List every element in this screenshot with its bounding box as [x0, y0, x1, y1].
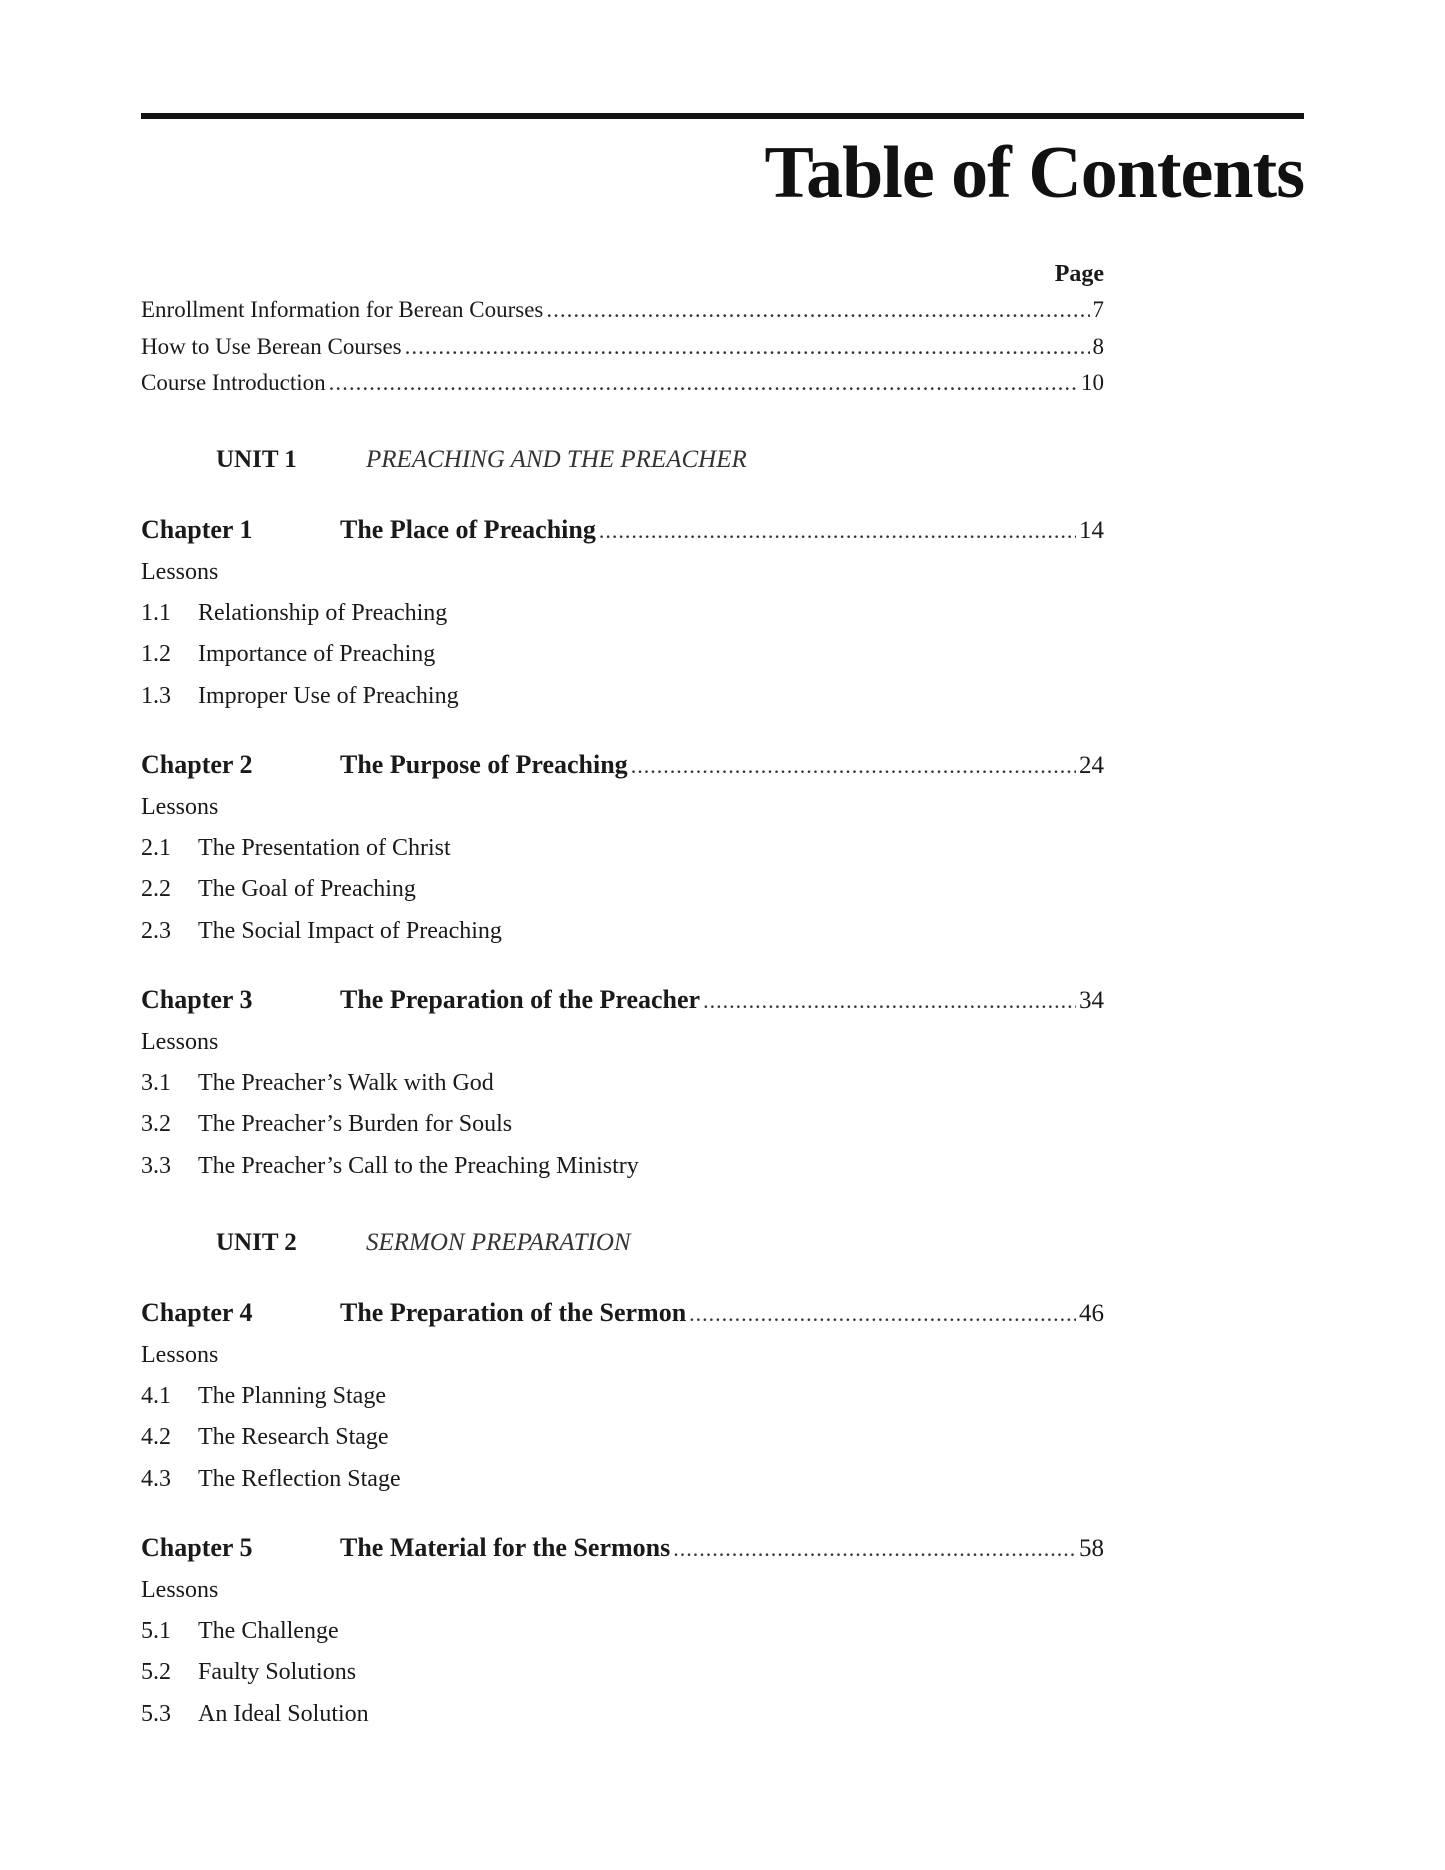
lesson-number: 3.3 — [141, 1153, 171, 1179]
toc-entry-page: 8 — [1092, 334, 1104, 359]
lesson-entry — [141, 1151, 639, 1181]
chapter-label: Chapter 1 — [141, 515, 253, 544]
chapter-title: The Purpose of Preaching — [340, 750, 628, 779]
lesson-entry — [141, 833, 451, 863]
chapter-entry[interactable] — [141, 750, 1104, 781]
lesson-number: 3.1 — [141, 1070, 171, 1096]
dot-leader — [329, 368, 1078, 398]
lesson-title: The Challenge — [198, 1618, 339, 1644]
chapter-entry[interactable] — [141, 515, 1104, 546]
lesson-title: The Preacher’s Burden for Souls — [198, 1111, 513, 1137]
chapter-label: Chapter 3 — [141, 985, 253, 1014]
lesson-entry — [141, 1068, 494, 1098]
dot-leader — [703, 986, 1076, 1016]
unit-name: PREACHING AND THE PREACHER — [366, 446, 747, 473]
unit-heading — [216, 1227, 631, 1259]
dot-leader — [673, 1534, 1076, 1564]
lesson-number: 5.2 — [141, 1659, 171, 1685]
chapter-page: 46 — [1079, 1300, 1104, 1327]
unit-label: UNIT 1 — [216, 446, 297, 473]
toc-entry-label: How to Use Berean Courses — [141, 334, 402, 359]
lesson-title: The Preacher’s Walk with God — [198, 1070, 494, 1096]
lesson-number: 2.1 — [141, 835, 171, 861]
chapter-entry[interactable] — [141, 1533, 1104, 1564]
lessons-label: Lessons — [141, 1342, 219, 1368]
chapter-label: Chapter 2 — [141, 750, 253, 779]
lesson-entry — [141, 1381, 386, 1411]
toc-entry[interactable] — [141, 368, 1104, 398]
dot-leader — [631, 751, 1076, 781]
lesson-number: 1.2 — [141, 641, 171, 667]
dot-leader — [546, 295, 1089, 325]
dot-leader — [689, 1299, 1076, 1329]
chapter-label: Chapter 5 — [141, 1533, 253, 1562]
toc-entry-page: 10 — [1081, 370, 1104, 395]
page-title: Table of Contents — [764, 132, 1304, 214]
lesson-title: Relationship of Preaching — [198, 600, 448, 626]
chapter-page: 58 — [1079, 1535, 1104, 1562]
chapter-entry[interactable] — [141, 1298, 1104, 1329]
lesson-entry — [141, 1699, 369, 1729]
lesson-title: The Research Stage — [198, 1424, 389, 1450]
lesson-title: The Social Impact of Preaching — [198, 918, 502, 944]
lesson-title: The Reflection Stage — [198, 1466, 401, 1492]
lesson-entry — [141, 874, 416, 904]
lessons-label: Lessons — [141, 1577, 219, 1603]
lesson-title: Faulty Solutions — [198, 1659, 357, 1685]
dot-leader — [405, 332, 1090, 362]
chapter-label: Chapter 4 — [141, 1298, 253, 1327]
lesson-entry — [141, 1616, 339, 1646]
lesson-entry — [141, 1464, 401, 1494]
lesson-title: The Preacher’s Call to the Preaching Ministry — [198, 1153, 639, 1179]
page-column-header: Page — [1054, 261, 1104, 287]
lesson-number: 2.2 — [141, 876, 171, 902]
dot-leader — [599, 516, 1076, 546]
lesson-number: 1.1 — [141, 600, 171, 626]
lesson-entry — [141, 1657, 356, 1687]
toc-entry[interactable] — [141, 295, 1104, 325]
unit-heading — [216, 444, 747, 476]
lesson-entry — [141, 598, 447, 628]
lessons-label: Lessons — [141, 1029, 219, 1055]
lesson-number: 5.1 — [141, 1618, 171, 1644]
lesson-title: The Presentation of Christ — [198, 835, 451, 861]
lesson-title: The Goal of Preaching — [198, 876, 416, 902]
chapter-title: The Preparation of the Sermon — [340, 1298, 687, 1327]
chapter-page: 34 — [1079, 987, 1104, 1014]
chapter-title: The Preparation of the Preacher — [340, 985, 701, 1014]
chapter-page: 14 — [1079, 517, 1104, 544]
lesson-entry — [141, 681, 459, 711]
lesson-number: 4.1 — [141, 1383, 171, 1409]
lesson-number: 2.3 — [141, 918, 171, 944]
header-rule — [141, 113, 1304, 119]
chapter-title: The Place of Preaching — [340, 515, 596, 544]
lesson-title: Improper Use of Preaching — [198, 683, 459, 709]
lesson-number: 5.3 — [141, 1701, 171, 1727]
lesson-entry — [141, 1422, 389, 1452]
lesson-number: 1.3 — [141, 683, 171, 709]
lesson-entry — [141, 639, 435, 669]
toc-entry-label: Course Introduction — [141, 370, 326, 395]
toc-entry-label: Enrollment Information for Berean Courses — [141, 297, 544, 322]
chapter-page: 24 — [1079, 752, 1104, 779]
lesson-number: 3.2 — [141, 1111, 171, 1137]
lessons-label: Lessons — [141, 794, 219, 820]
lesson-number: 4.2 — [141, 1424, 171, 1450]
lesson-entry — [141, 916, 502, 946]
lesson-entry — [141, 1109, 512, 1139]
unit-label: UNIT 2 — [216, 1229, 297, 1256]
chapter-title: The Material for the Sermons — [340, 1533, 671, 1562]
toc-entry-page: 7 — [1092, 297, 1104, 322]
lesson-title: The Planning Stage — [198, 1383, 386, 1409]
lesson-title: Importance of Preaching — [198, 641, 436, 667]
toc-entry[interactable] — [141, 332, 1104, 362]
lesson-title: An Ideal Solution — [198, 1701, 369, 1727]
lesson-number: 4.3 — [141, 1466, 171, 1492]
chapter-entry[interactable] — [141, 985, 1104, 1016]
lessons-label: Lessons — [141, 559, 219, 585]
unit-name: SERMON PREPARATION — [366, 1229, 631, 1256]
